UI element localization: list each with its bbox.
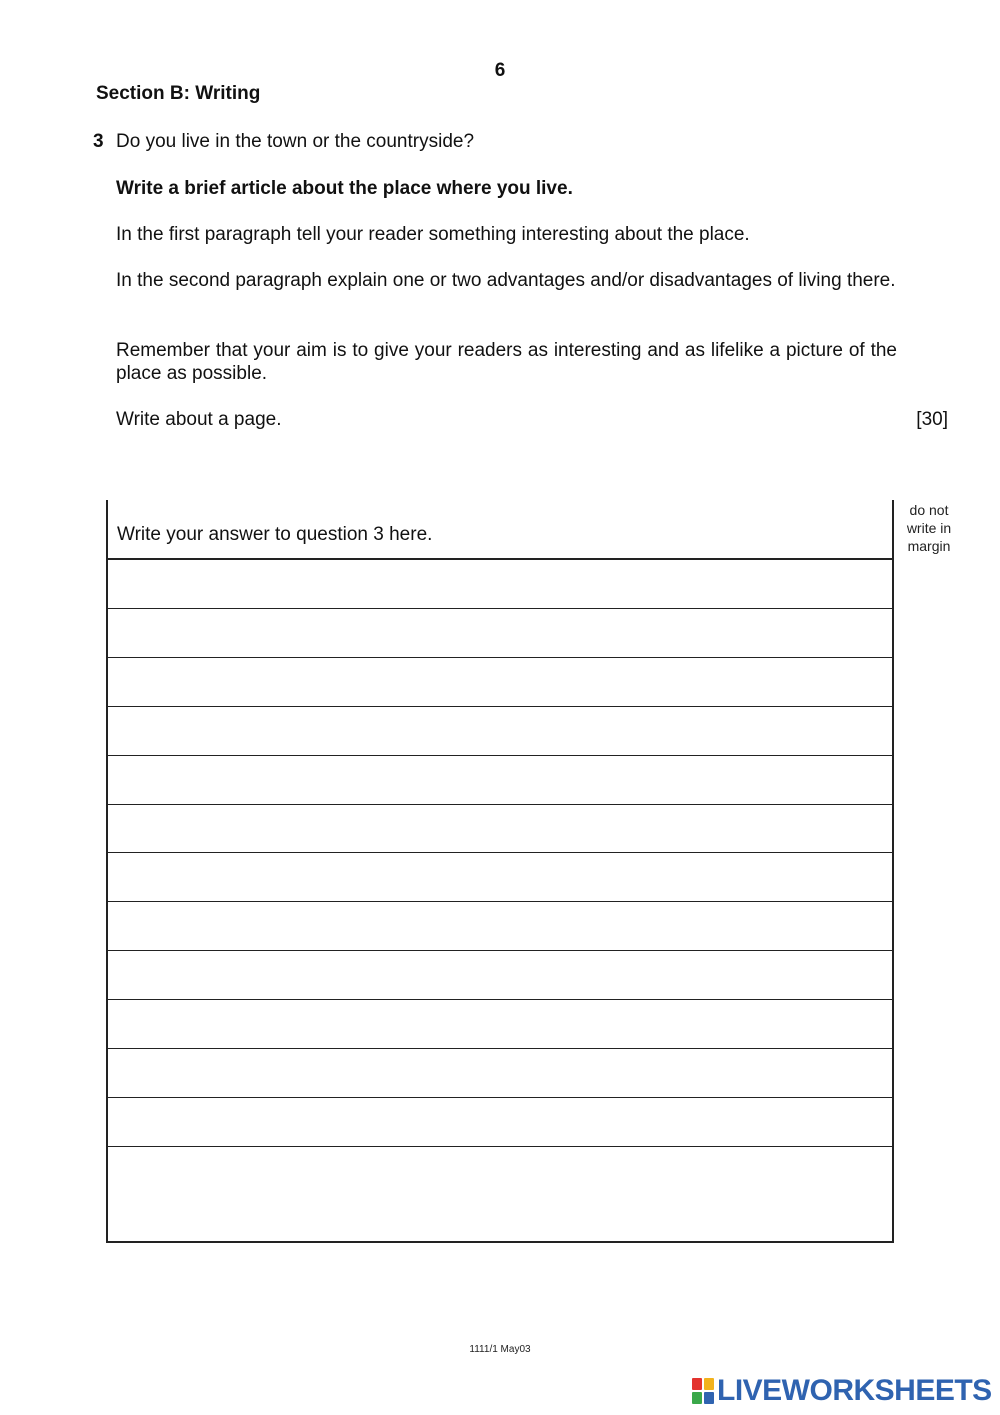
question-number: 3	[93, 131, 104, 152]
instruction-paragraph-1: In the first paragraph tell your reader something interesting about the place.	[116, 224, 750, 245]
liveworksheets-logo-text: LIVEWORKSHEETS	[717, 1374, 992, 1407]
answer-line	[108, 657, 892, 658]
length-instruction: Write about a page.	[116, 409, 282, 430]
liveworksheets-logo	[692, 1374, 992, 1408]
answer-line	[108, 804, 892, 805]
answer-line	[108, 1097, 892, 1098]
answer-line	[108, 1048, 892, 1049]
answer-prompt: Write your answer to question 3 here.	[117, 524, 433, 545]
liveworksheets-logo-icon	[692, 1378, 714, 1404]
answer-header	[108, 500, 892, 560]
answer-line	[108, 950, 892, 951]
marks-label: [30]	[916, 409, 948, 430]
answer-line	[108, 901, 892, 902]
answer-line	[108, 608, 892, 609]
answer-line	[108, 755, 892, 756]
question-text: Do you live in the town or the countryside?	[116, 131, 475, 152]
answer-line	[108, 1146, 892, 1147]
answer-line	[108, 999, 892, 1000]
instruction-paragraph-2: In the second paragraph explain one or two advantages and/or disadvantages of living there.	[116, 270, 896, 291]
answer-line	[108, 706, 892, 707]
footer-code: 1111/1 May03	[469, 1344, 531, 1355]
section-heading: Section B: Writing	[96, 83, 261, 104]
page-number: 6	[494, 60, 506, 81]
answer-box[interactable]	[106, 500, 894, 1243]
margin-note: do not write in margin	[906, 502, 952, 554]
task-instruction: Write a brief article about the place where you live.	[116, 178, 573, 199]
answer-line	[108, 852, 892, 853]
instruction-paragraph-3: Remember that your aim is to give your readers as interesting and as lifelike a picture of the place as possible.	[116, 340, 897, 384]
